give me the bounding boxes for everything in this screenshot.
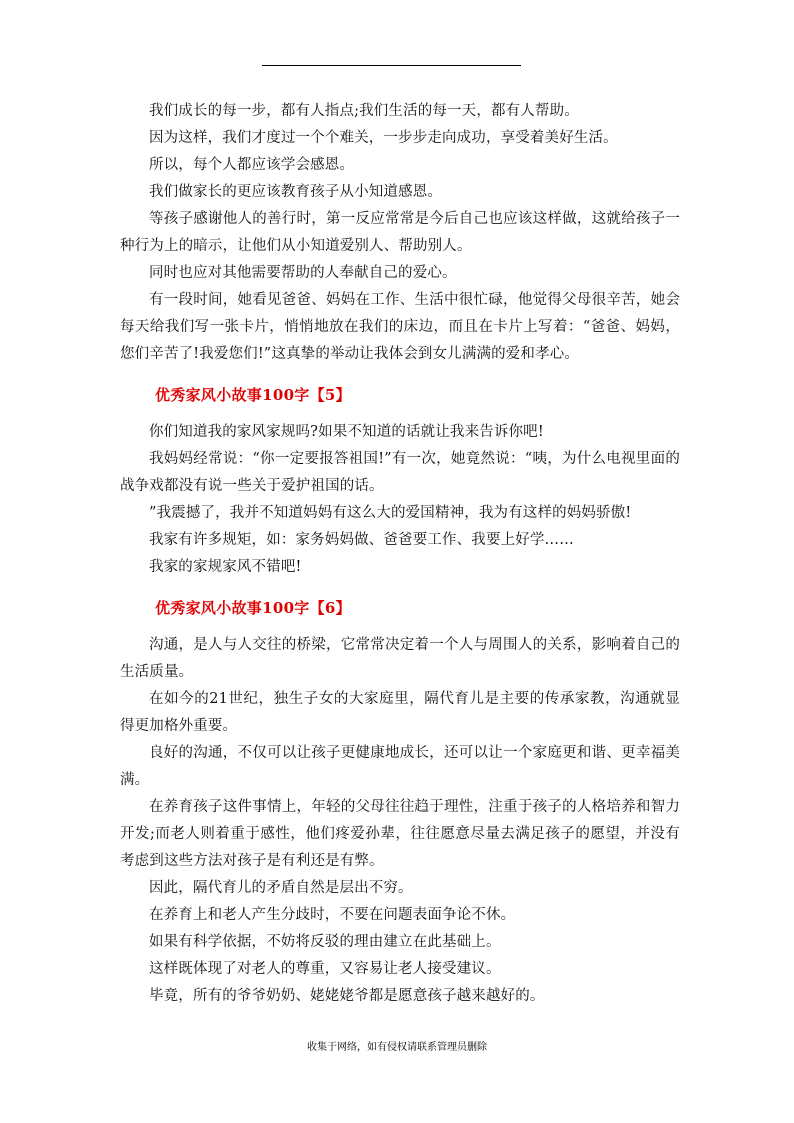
paragraph: 如果有科学依据，不妨将反驳的理由建立在此基础上。 — [149, 934, 501, 950]
section-heading: 优秀家风小故事100字【6】 — [155, 599, 351, 617]
paragraph: 因为这样，我们才度过一个个难关，一步步走向成功，享受着美好生活。 — [149, 130, 618, 146]
paragraph: 毕竟，所有的爷爷奶奶、姥姥姥爷都是愿意孩子越来越好的。 — [149, 988, 545, 1004]
document-body — [120, 98, 680, 1010]
paragraph: 在养育孩子这件事情上，年轻的父母往往趋于理性，注重于孩子的人格培养和智力开发;而老人则着重于感性，他们疼爱孙辈，往往愿意尽量去满足孩子的愿望，并没有考虑到这些方法对孩子是有利还是有弊。 — [120, 799, 680, 869]
paragraph: 我妈妈经常说：“你一定要报答祖国!”有一次，她竟然说：“咦，为什么电视里面的战争戏都没有说一些关于爱护祖国的话。 — [120, 451, 680, 494]
paragraph: 在如今的21世纪，独生子女的大家庭里，隔代育儿是主要的传承家教，沟通就显得更加格外重要。 — [120, 691, 680, 734]
paragraph: 有一段时间，她看见爸爸、妈妈在工作、生活中很忙碌，他觉得父母很辛苦，她会每天给我们写一张卡片，悄悄地放在我们的床边，而且在卡片上写着：“爸爸、妈妈，您们辛苦了!我爱您们!”这真挚的举动让我体会到女儿满满的爱和孝心。 — [120, 292, 680, 362]
section-story-6 — [120, 595, 680, 1010]
section-story-5 — [120, 382, 680, 581]
paragraph: 等孩子感谢他人的善行时，第一反应常常是今后自己也应该这样做，这就给孩子一种行为上的暗示，让他们从小知道爱别人、帮助别人。 — [120, 211, 680, 254]
paragraph: 我家的家规家风不错吧! — [149, 559, 302, 575]
paragraph: 所以，每个人都应该学会感恩。 — [149, 157, 355, 173]
paragraph: 你们知道我的家风家规吗?如果不知道的话就让我来告诉你吧! — [149, 424, 544, 440]
page-footer: 收集于网络，如有侵权请联系管理员删除 — [307, 1042, 487, 1053]
paragraph: ”我震撼了，我并不知道妈妈有这么大的爱国精神，我为有这样的妈妈骄傲! — [149, 505, 632, 521]
section-heading: 优秀家风小故事100字【5】 — [155, 386, 351, 404]
section-intro — [120, 98, 680, 368]
paragraph: 同时也应对其他需要帮助的人奉献自己的爱心。 — [149, 265, 457, 281]
paragraph: 良好的沟通，不仅可以让孩子更健康地成长，还可以让一个家庭更和谐、更幸福美满。 — [120, 745, 680, 788]
header-rule — [262, 65, 521, 66]
paragraph: 因此，隔代育儿的矛盾自然是层出不穷。 — [149, 880, 413, 896]
paragraph: 在养育上和老人产生分歧时，不要在问题表面争论不休。 — [149, 907, 516, 923]
paragraph: 沟通，是人与人交往的桥梁，它常常决定着一个人与周围人的关系，影响着自己的生活质量。 — [120, 637, 680, 680]
paragraph: 这样既体现了对老人的尊重，又容易让老人接受建议。 — [149, 961, 501, 977]
paragraph: 我们成长的每一步，都有人指点;我们生活的每一天，都有人帮助。 — [149, 103, 579, 119]
paragraph: 我家有许多规矩，如：家务妈妈做、爸爸要工作、我要上好学…… — [149, 532, 574, 548]
paragraph: 我们做家长的更应该教育孩子从小知道感恩。 — [149, 184, 442, 200]
